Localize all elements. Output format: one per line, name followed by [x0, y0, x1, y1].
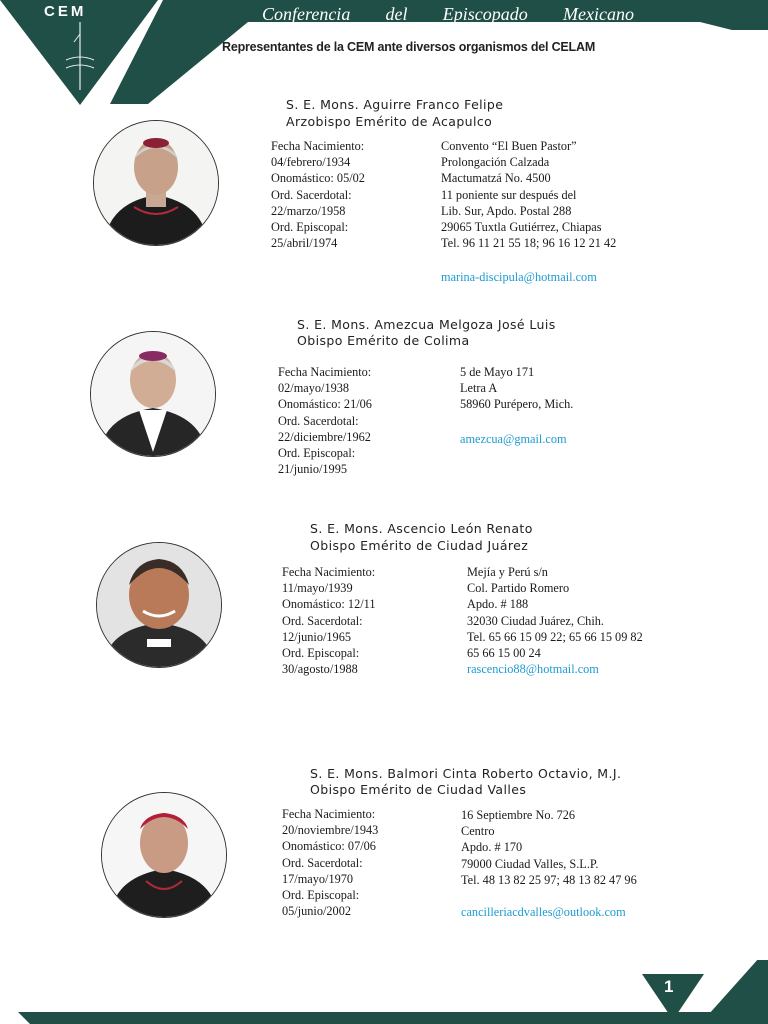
info-line: 22/marzo/1958 — [271, 203, 346, 218]
bishop-photo — [90, 331, 216, 457]
info-line: Ord. Episcopal: — [282, 646, 360, 661]
address-line: Mactumatzá No. 4500 — [441, 171, 551, 186]
email-link[interactable]: amezcua@gmail.com — [460, 432, 567, 446]
address-line: Lib. Sur, Apdo. Postal 288 — [441, 203, 572, 218]
bishop-photo — [96, 542, 222, 668]
bishop-title: Obispo Emérito de Ciudad Juárez — [310, 538, 529, 553]
info-line: 30/agosto/1988 — [282, 662, 358, 677]
email-link[interactable]: marina-discipula@hotmail.com — [441, 270, 597, 284]
document-title: Representantes de la CEM ante diversos organismos del CELAM — [222, 40, 596, 54]
info-line: Ord. Sacerdotal: — [282, 613, 363, 628]
address-line: 32030 Ciudad Juárez, Chih. — [467, 613, 604, 628]
bishop-dates — [278, 364, 372, 477]
portrait-image — [94, 121, 218, 245]
address-line: Apdo. # 188 — [467, 597, 529, 612]
info-line: 12/junio/1965 — [282, 629, 352, 644]
info-line: 21/junio/1995 — [278, 462, 348, 477]
bishop-dates — [271, 138, 365, 251]
bishop-name: S. E. Mons. Amezcua Melgoza José Luis — [297, 317, 556, 332]
bishop-name: S. E. Mons. Aguirre Franco Felipe — [286, 97, 504, 112]
address-line: Tel. 65 66 15 09 22; 65 66 15 09 82 — [467, 629, 643, 644]
info-line: Onomástico: 07/06 — [282, 839, 376, 854]
bishop-title: Obispo Emérito de Ciudad Valles — [310, 782, 527, 797]
bishop-address — [467, 564, 643, 661]
conference-word: del — [385, 4, 408, 24]
address-line: Centro — [461, 824, 495, 839]
bishop-name: S. E. Mons. Balmori Cinta Roberto Octavio, M.J. — [310, 766, 622, 781]
address-line: 11 poniente sur después del — [441, 187, 577, 202]
info-line: 17/mayo/1970 — [282, 871, 354, 886]
address-line: Tel. 48 13 82 25 97; 48 13 82 47 96 — [461, 872, 637, 887]
info-line: Ord. Sacerdotal: — [271, 187, 352, 202]
bishop-dates — [282, 806, 378, 919]
info-line: Onomástico: 21/06 — [278, 397, 372, 412]
address-line: Col. Partido Romero — [467, 581, 570, 596]
bishop-title: Arzobispo Emérito de Acapulco — [286, 114, 493, 129]
info-line: Fecha Nacimiento: — [282, 565, 376, 579]
portrait-image — [97, 543, 221, 667]
conference-word: Conferencia — [262, 4, 351, 24]
bishop-name: S. E. Mons. Ascencio León Renato — [310, 521, 533, 536]
info-line: 05/junio/2002 — [282, 904, 352, 919]
info-line: 04/febrero/1934 — [271, 155, 351, 170]
address-line: 58960 Purépero, Mich. — [460, 397, 574, 412]
cem-logo: CEM — [44, 3, 87, 20]
conference-title — [262, 4, 634, 25]
page-number: 1 — [664, 977, 674, 996]
info-line: Fecha Nacimiento: — [282, 807, 376, 821]
info-line: Onomástico: 12/11 — [282, 597, 376, 612]
info-line: 11/mayo/1939 — [282, 581, 353, 596]
email-link[interactable]: rascencio88@hotmail.com — [467, 662, 599, 676]
bishop-address — [441, 138, 616, 251]
info-line: Ord. Sacerdotal: — [278, 413, 359, 428]
address-line: Tel. 96 11 21 55 18; 96 16 12 21 42 — [441, 236, 617, 251]
address-line: Letra A — [460, 381, 498, 396]
address-line: 16 Septiembre No. 726 — [461, 808, 576, 822]
address-line: 65 66 15 00 24 — [467, 646, 541, 661]
portrait-image — [102, 793, 226, 917]
info-line: Ord. Sacerdotal: — [282, 855, 363, 870]
info-line: Ord. Episcopal: — [282, 888, 360, 903]
bishop-photo — [101, 792, 227, 918]
address-line: Prolongación Calzada — [441, 155, 550, 170]
conference-word: Episcopado — [442, 4, 528, 24]
address-line: 5 de Mayo 171 — [460, 365, 535, 379]
conference-word: Mexicano — [563, 4, 634, 24]
info-line: Onomástico: 05/02 — [271, 171, 365, 186]
footer-band — [0, 960, 768, 1024]
bishop-title: Obispo Emérito de Colima — [297, 333, 470, 348]
address-line: Convento “El Buen Pastor” — [441, 139, 577, 153]
address-line: 79000 Ciudad Valles, S.L.P. — [461, 856, 599, 871]
info-line: 20/noviembre/1943 — [282, 823, 379, 838]
bishop-address — [461, 807, 637, 888]
email-link[interactable]: cancilleriacdvalles@outlook.com — [461, 905, 626, 919]
info-line: Ord. Episcopal: — [278, 446, 356, 461]
info-line: Fecha Nacimiento: — [271, 139, 365, 153]
bishop-address — [460, 364, 573, 413]
address-line: Apdo. # 170 — [461, 840, 523, 855]
info-line: 22/diciembre/1962 — [278, 429, 371, 444]
address-line: 29065 Tuxtla Gutiérrez, Chiapas — [441, 220, 602, 235]
address-line: Mejía y Perú s/n — [467, 565, 548, 579]
portrait-image — [91, 332, 215, 456]
info-line: Ord. Episcopal: — [271, 220, 349, 235]
info-line: 02/mayo/1938 — [278, 381, 350, 396]
info-line: 25/abril/1974 — [271, 236, 338, 251]
info-line: Fecha Nacimiento: — [278, 365, 372, 379]
bishop-photo — [93, 120, 219, 246]
bishop-dates — [282, 564, 375, 677]
